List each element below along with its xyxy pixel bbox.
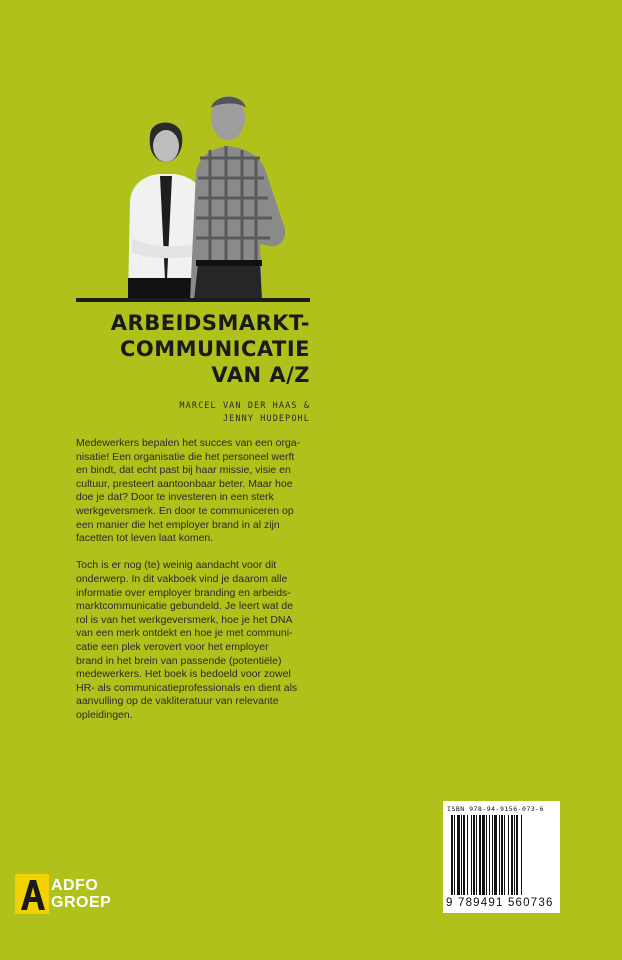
blurb-line: Toch is er nog (te) weinig aandacht voor dit — [76, 559, 277, 572]
blurb-line: onderwerp. In dit vakboek vind je daarom alle — [76, 572, 288, 585]
title-line: COMMUNICATIE — [119, 337, 310, 361]
title-line: VAN A/Z — [211, 363, 310, 387]
publisher-name — [51, 877, 111, 911]
blurb-paragraph-2 — [76, 559, 310, 722]
blurb-line: werkgeversmerk. En door te communiceren op — [76, 504, 294, 517]
blurb-line: opleidingen. — [76, 708, 133, 721]
title-rule — [76, 298, 310, 302]
man-figure — [190, 96, 285, 300]
publisher-logo — [15, 874, 140, 914]
isbn-number: 9 789491 560736 — [446, 897, 554, 909]
author-photo — [110, 88, 320, 300]
author-line: JENNY HUDEPOHL — [222, 414, 310, 424]
blurb-line: rol is van het werkgeversmerk, hoe je het DNA — [76, 613, 293, 626]
blurb-line: facetten tot leven laat komen. — [76, 532, 214, 545]
isbn-label: ISBN 978-94-9156-073-6 — [447, 805, 545, 813]
blurb — [76, 437, 310, 722]
publisher-line-1: ADFO — [51, 877, 99, 894]
title-line: ARBEIDSMARKT- — [110, 311, 310, 335]
blurb-line: van een merk ontdekt en hoe je met communi- — [76, 627, 293, 640]
blurb-line: informatie over employer branding en arbeids- — [76, 586, 291, 599]
blurb-line: en bindt, dat echt past bij haar missie, visie en — [76, 464, 291, 477]
isbn-barcode — [443, 801, 560, 913]
blurb-line: Medewerkers bepalen het succes van een orga- — [76, 437, 301, 449]
blurb-line: HR- als communicatieprofessionals en dient als — [76, 681, 298, 694]
publisher-line-2: GROEP — [51, 894, 112, 911]
book-title — [76, 310, 310, 388]
blurb-line: marktcommunicatie gebundeld. Je leert wat de — [76, 600, 294, 613]
barcode-bars — [451, 815, 552, 895]
a-logo-icon — [15, 874, 49, 914]
blurb-line: catie een plek verovert voor het employer — [76, 640, 269, 653]
book-authors — [76, 400, 310, 426]
blurb-line: medewerkers. Het boek is bedoeld voor zowel — [76, 668, 291, 681]
blurb-line: een manier die het employer brand in al zijn — [76, 518, 280, 531]
author-line: MARCEL VAN DER HAAS & — [179, 401, 310, 411]
blurb-line: aanvulling op de vakliteratuur van relevante — [76, 695, 279, 708]
blurb-paragraph-1 — [76, 437, 310, 546]
blurb-line: brand in het brein van passende (potentiële) — [76, 654, 282, 667]
blurb-line: nisatie! Een organisatie die het personeel werft — [76, 450, 295, 463]
blurb-line: doe je dat? Door te investeren in een sterk — [76, 491, 274, 504]
blurb-line: cultuur, presteert aantoonbaar beter. Maar hoe — [76, 477, 293, 490]
